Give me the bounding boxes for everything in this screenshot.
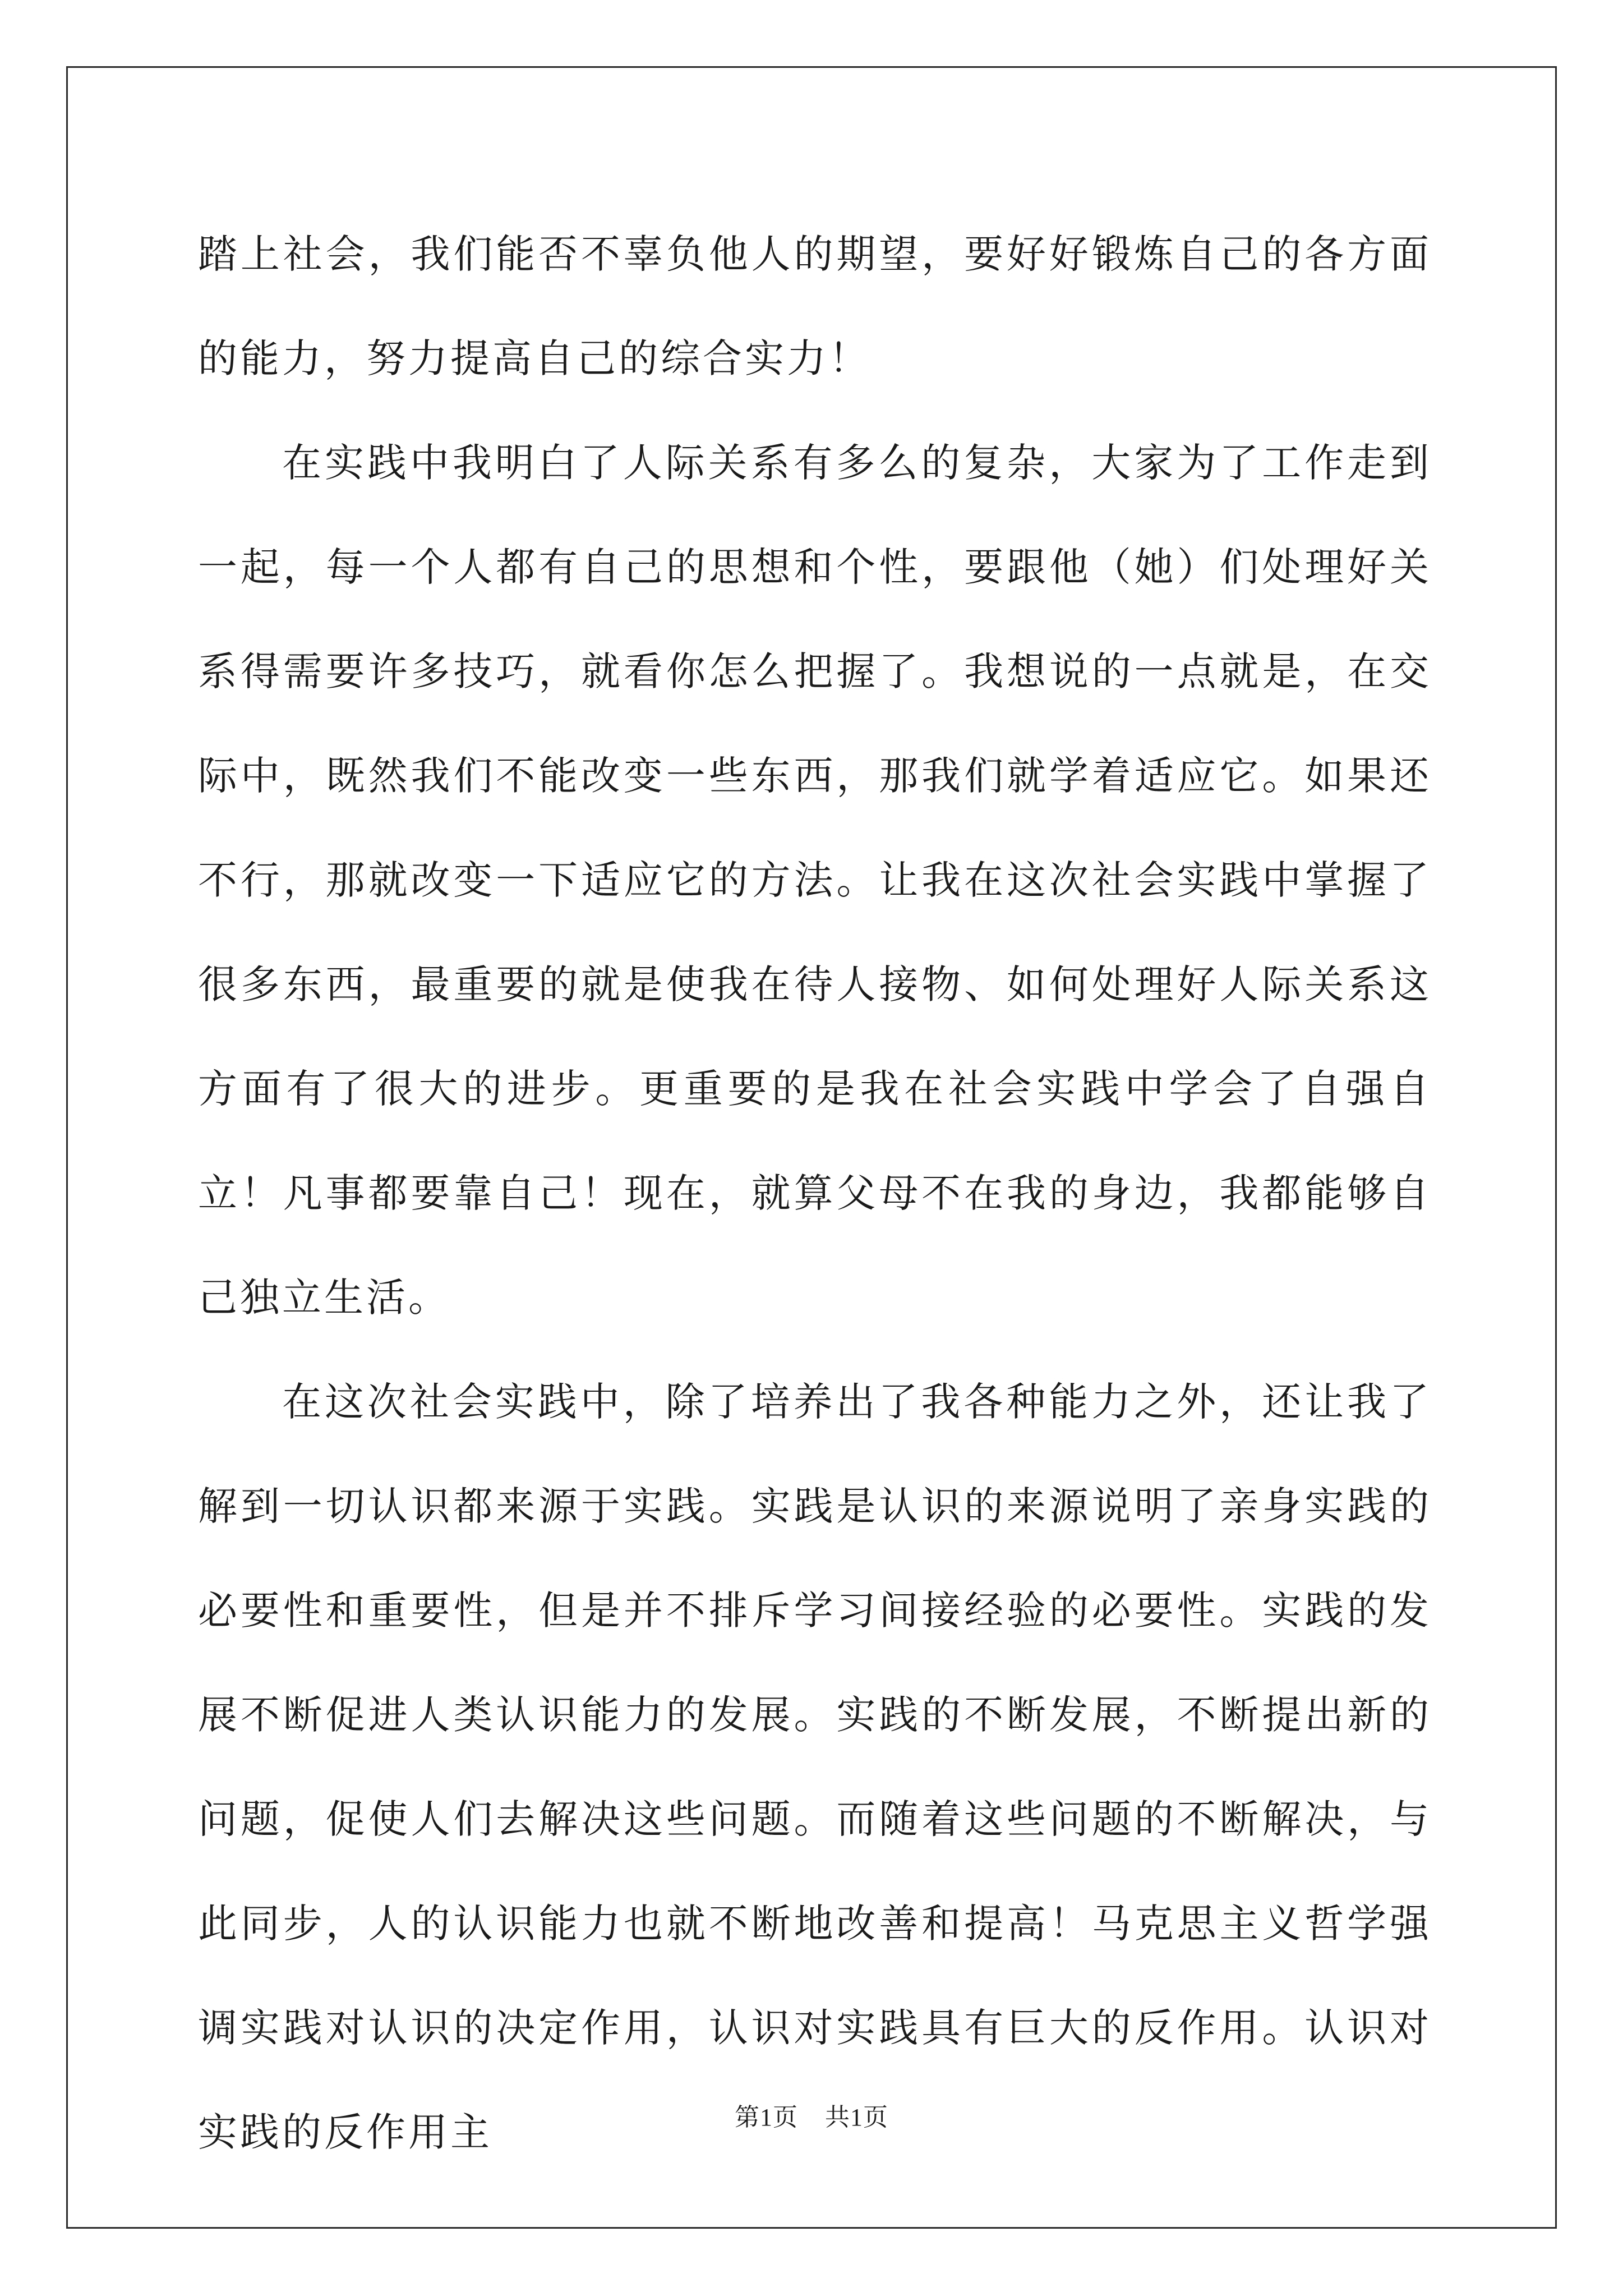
- document-body: [198, 202, 1432, 2184]
- page-footer: [0, 2097, 1623, 2133]
- paragraph-3: 在这次社会实践中，除了培养出了我各种能力之外，还让我了解到一切认识都来源于实践。实践是认识的来源说明了亲身实践的必要性和重要性，但是并不排斥学习间接经验的必要性。实践的发展不断促进人类认识能力的发展。实践的不断发展，不断提出新的问题，促使人们去解决这些问题。而随着这些问题的不断解决，与此同步，人的认识能力也就不断地改善和提高！马克思主义哲学强调实践对认识的决定作用，认识对实践具有巨大的反作用。认识对实践的反作用主: [198, 1379, 1432, 2155]
- page-number: 第1页: [735, 2104, 798, 2131]
- page-total: 共1页: [825, 2104, 888, 2131]
- paragraph-1: 踏上社会，我们能否不辜负他人的期望，要好好锻炼自己的各方面的能力，努力提高自己的综合实力！: [198, 231, 1432, 381]
- paragraph-2: 在实践中我明白了人际关系有多么的复杂，大家为了工作走到一起，每一个人都有自己的思想和个性，要跟他（她）们处理好关系得需要许多技巧，就看你怎么把握了。我想说的一点就是，在交际中，既然我们不能改变一些东西，那我们就学着适应它。如果还不行，那就改变一下适应它的方法。让我在这次社会实践中掌握了很多东西，最重要的就是使我在待人接物、如何处理好人际关系这方面有了很大的进步。更重要的是我在社会实践中学会了自强自立！凡事都要靠自己！现在，就算父母不在我的身边，我都能够自己独立生活。: [198, 440, 1432, 1320]
